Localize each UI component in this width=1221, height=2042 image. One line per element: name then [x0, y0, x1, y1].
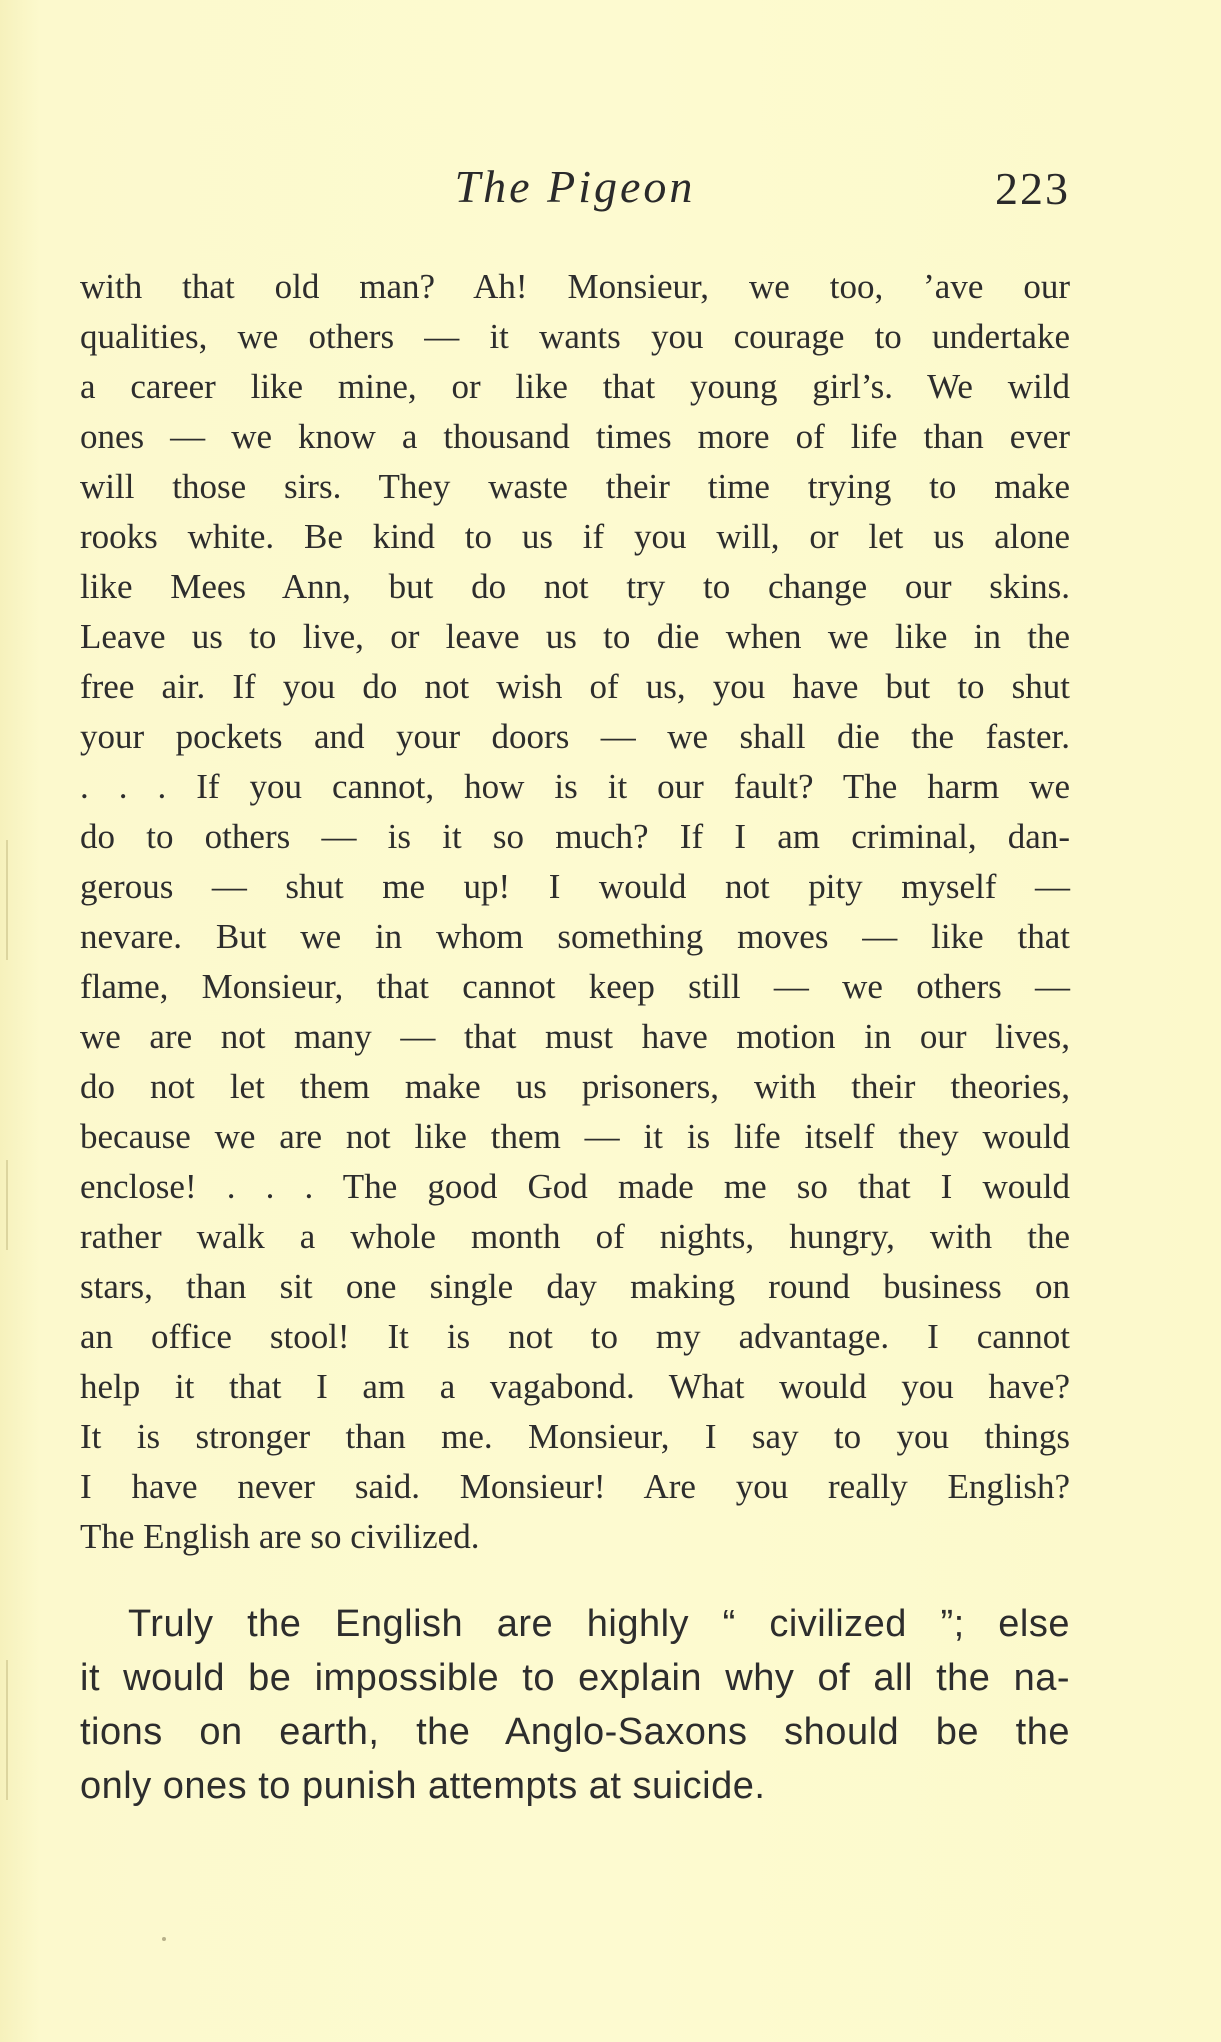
text-line: rather walk a whole month of nights, hungry, with the — [80, 1217, 1070, 1256]
text-line: enclose! . . . The good God made me so that I would — [80, 1167, 1070, 1206]
text-line: It is stronger than me. Monsieur, I say to you things — [80, 1417, 1070, 1456]
text-line: free air. If you do not wish of us, you have but to shut — [80, 667, 1070, 706]
text-line: with that old man? Ah! Monsieur, we too, ’ave our — [80, 267, 1070, 306]
text-line: rooks white. Be kind to us if you will, or let us alone — [80, 517, 1070, 556]
paper-speck — [162, 1937, 166, 1941]
page-edge-mark — [6, 1660, 8, 1800]
text-line: Truly the English are highly “ civilized ”; else — [128, 1603, 1070, 1645]
text-line: nevare. But we in whom something moves — like that — [80, 917, 1070, 956]
text-line: ones — we know a thousand times more of life than ever — [80, 417, 1070, 456]
running-title: The Pigeon — [454, 161, 696, 212]
text-line: The English are so civilized. — [80, 1517, 480, 1556]
text-line: it would be impossible to explain why of all the na- — [80, 1657, 1070, 1699]
text-line: do to others — is it so much? If I am criminal, dan- — [80, 817, 1070, 856]
text-line: gerous — shut me up! I would not pity myself — — [80, 867, 1070, 906]
text-line: help it that I am a vagabond. What would you have? — [80, 1367, 1070, 1406]
text-line: like Mees Ann, but do not try to change our skins. — [80, 567, 1070, 606]
commentary-paragraph — [80, 1597, 1070, 1813]
text-line: we are not many — that must have motion in our lives, — [80, 1017, 1070, 1056]
text-line: Leave us to live, or leave us to die when we like in the — [80, 617, 1070, 656]
page-header — [80, 160, 1070, 220]
text-line: stars, than sit one single day making round business on — [80, 1267, 1070, 1306]
text-line: a career like mine, or like that young girl’s. We wild — [80, 367, 1070, 406]
text-line: because we are not like them — it is life itself they would — [80, 1117, 1070, 1156]
page-edge-mark — [6, 1160, 8, 1250]
page-edge-mark — [6, 840, 8, 960]
text-line: an office stool! It is not to my advantage. I cannot — [80, 1317, 1070, 1356]
quoted-passage — [80, 262, 1070, 1562]
text-line: qualities, we others — it wants you courage to undertake — [80, 317, 1070, 356]
text-line: I have never said. Monsieur! Are you really English? — [80, 1467, 1070, 1506]
text-line: tions on earth, the Anglo-Saxons should be the — [80, 1711, 1070, 1753]
text-line: . . . If you cannot, how is it our fault? The harm we — [80, 767, 1070, 806]
text-line: only ones to punish attempts at suicide. — [80, 1765, 766, 1807]
text-line: will those sirs. They waste their time trying to make — [80, 467, 1070, 506]
text-line: your pockets and your doors — we shall die the faster. — [80, 717, 1070, 756]
page-number: 223 — [995, 163, 1070, 214]
text-line: flame, Monsieur, that cannot keep still — we others — — [80, 967, 1070, 1006]
text-line: do not let them make us prisoners, with their theories, — [80, 1067, 1070, 1106]
